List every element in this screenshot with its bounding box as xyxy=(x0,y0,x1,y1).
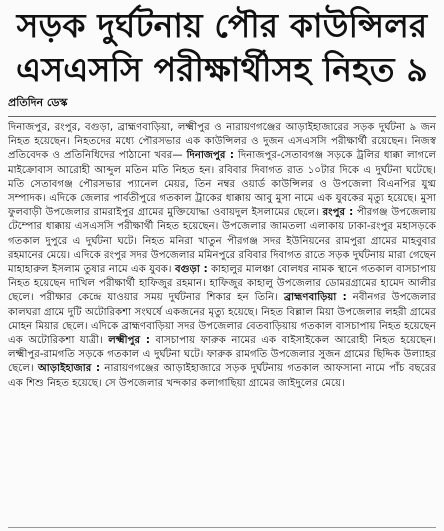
paragraph-3-text: কাহালুর মালঞ্চা বোলধর নামক স্থানে গতকাল বাসচাপায় নিহত হয়েছেন দাখিল পরীক্ষার্থী হাফিজুর রহমান। হাফিজুর কাহালু উপজেলার ডোমরগ্রামের হামেদ আলীর ছেলে। পরীক্ষার কেন্দ্রে যাওয়ার সময় দুর্ঘটনার শিকার হন তিনি। xyxy=(8,264,436,304)
paragraph-1-text: দিনাজপুর-সেতাবগঞ্জ সড়কে ট্রলির ধাক্কা লাগলে মাইক্রোবাস আরোহী আব্দুল মতিন মতি নিহত হন। রবিবার দিবাগত রাত ১০টার দিকে এ দুর্ঘটনা ঘটেছে। মতি সেতাবগঞ্জ পৌরসভার প্যানেল মেয়র, তিন নম্বর ওয়ার্ড কাউন্সিলর ও উপজেলা বিএনপির যুগ্ম সম্পাদক। এদিকে জেলার পার্বতীপুরে গতকাল ট্রাকের ধাক্কায় আবু মুসা নামে এক যুবকের মৃত্যু হয়েছে। মুসা ফুলবাড়ী উপজেলার রামরাইপুর গ্রামের মুক্তিযোদ্ধা ওবায়দুল ইসলামের ছেলে। xyxy=(8,150,436,219)
paragraph-2-text: পীরগঞ্জ উপজেলায় টেম্পোর ধাক্কায় এসএসসি পরীক্ষার্থী নিহত হয়েছেন। উপজেলার জামতলা এলাকায় ঢাকা-রংপুর মহাসড়কে গতকাল দুপুরে এ দুর্ঘটনা ঘটে। নিহত মনিরা খাতুন পীরগঞ্জ সদর ইউনিয়নের রামপুরা গ্রামের মাহবুবার রহমানের মেয়ে। এদিকে রংপুর সদর উপজেলার মমিনপুরে রবিবার দিবাগত রাতে সড়ক দুর্ঘটনায় মারা গেছেন মাহাহারুল ইসলাম তুষার নামে এক যুবক। xyxy=(8,207,436,276)
headline-line-2: এসএসসি পরীক্ষার্থীসহ নিহত ৯ xyxy=(15,50,428,89)
byline: প্রতিদিন ডেস্ক xyxy=(8,94,436,117)
article-body xyxy=(8,121,436,391)
article-text xyxy=(8,121,436,391)
location-dinajpur: দিনাজপুর : xyxy=(186,150,234,162)
paragraph-4-text: নবীনগর উপজেলার কালঘরা গ্রামে দুটি অটোরিকশা সংঘর্ষে একজনের মৃত্যু হয়েছে। নিহত বিল্লাল মিয়া উপজেলার লহরী গ্রামের মোহন মিয়ার ছেলে। এদিকে ব্রাহ্মণবাড়িয়া সদর উপজেলার বেতবাড়িয়ায় গতকাল বাসচাপায় নিহত হয়েছেন এক অটোরিকশা যাত্রী। xyxy=(8,292,437,347)
paragraph-5-text: বাসচাপায় ফারুক নামের এক বাইসাইকেল আরোহী নিহত হয়েছেন। লক্ষ্মীপুর-রামগতি সড়কে গতকাল এ দুর্ঘটনা ঘটে। ফারুক রামগতি উপজেলার সুজন গ্রামের ছিদ্দিক উল্যাহর ছেলে। xyxy=(8,335,436,375)
location-brahmanbaria: ব্রাহ্মণবাড়িয়া : xyxy=(283,292,347,304)
location-araihazar: আড়াইহাজার : xyxy=(37,363,101,375)
location-lakshmipur: লক্ষ্মীপুর : xyxy=(108,335,150,347)
paragraph-6-text: নারায়ণগঞ্জের আড়াইহাজারে সড়ক দুর্ঘটনায় গতকাল আফসানা নামে পাঁচ বছরের এক শিশু নিহত হয়েছে। সে উপজেলার খন্দকার কলাগাছিয়া গ্রামের জাইদুলের মেয়ে। xyxy=(8,363,436,389)
paragraph-0-text: দিনাজপুর, রংপুর, বগুড়া, ব্রাহ্মণবাড়িয়া, লক্ষ্মীপুর ও নারায়ণগঞ্জের আড়াইহাজারের সড়ক দুর্ঘটনা ৯ জন নিহত হয়েছেন। নিহতদের মধ্যে পৌরসভার এক কাউন্সিলর ও দুজন এসএসসি পরীক্ষার্থী রয়েছেন। নিজস্ব প্রতিবেদক ও প্রতিনিধিদের পাঠানো খবর— xyxy=(8,122,436,162)
location-bogura: বগুড়া : xyxy=(174,264,208,276)
bottom-divider xyxy=(8,527,436,528)
headline xyxy=(0,0,444,92)
headline-line-1: সড়ক দুর্ঘটনায় পৌর কাউন্সিলর xyxy=(16,6,428,45)
location-rangpur: রংপুর : xyxy=(322,207,354,219)
